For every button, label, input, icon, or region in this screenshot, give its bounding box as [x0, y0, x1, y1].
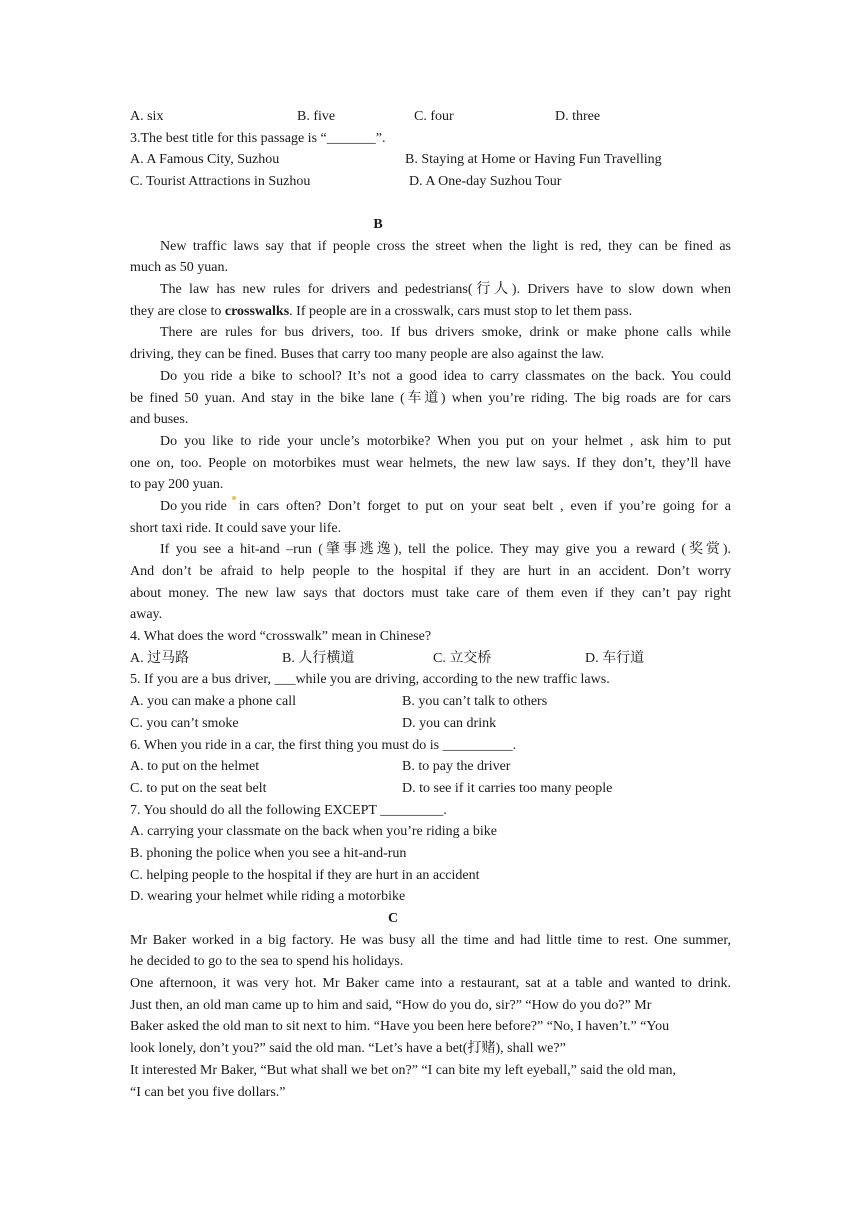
passage-line: The law has new rules for drivers and pedestrians(行人). Drivers have to slow down when [160, 282, 731, 298]
q4-option-b: B. 人行横道 [282, 650, 355, 666]
passage-line: one on, too. People on motorbikes must wear helmets, the new law says. If they don’t, they’ll have [130, 455, 731, 471]
passage-line: and buses. [130, 412, 189, 428]
q7-option-a: A. carrying your classmate on the back when you’re riding a bike [130, 824, 497, 840]
passage-line: driving, they can be fined. Buses that carry too many people are also against the law. [130, 347, 605, 363]
q6-options-row2 [130, 778, 731, 800]
q2-option-a: A. six [130, 109, 164, 124]
q6-options-row1 [130, 756, 731, 778]
q6-option-b: B. to pay the driver [402, 759, 511, 775]
passage-line: One afternoon, it was very hot. Mr Baker came into a restaurant, sat at a table and wanted to drink. [130, 976, 731, 992]
q4-option-a: A. 过马路 [130, 650, 190, 666]
q3-option-a: A. A Famous City, Suzhou [130, 152, 280, 168]
q6-stem: 6. When you ride in a car, the first thing you must do is __________. [130, 737, 517, 753]
part-c-heading: C [387, 911, 399, 926]
passage-line: Baker asked the old man to sit next to him. “Have you been here before?” “No, I haven’t.” “You [130, 1019, 670, 1035]
passage-line: Mr Baker worked in a big factory. He was busy all the time and had little time to rest. One summer, [130, 932, 731, 948]
q5-options-row1 [130, 691, 731, 713]
q7-stem: 7. You should do all the following EXCEPT _________. [130, 802, 447, 818]
passage-text: they are close to [130, 303, 225, 319]
q5-option-c: C. you can’t smoke [130, 715, 239, 731]
passage-line: Do you ride a bike to school? It’s not a good idea to carry classmates on the back. You could [160, 368, 731, 384]
q5-options-row2 [130, 713, 731, 735]
q7-option-c: C. helping people to the hospital if they are hurt in an accident [130, 867, 480, 883]
q7-option-b: B. phoning the police when you see a hit-and-run [130, 845, 407, 861]
passage-line: to pay 200 yuan. [130, 477, 224, 493]
passage-line: he decided to go to the sea to spend his holidays. [130, 954, 404, 970]
q5-option-a: A. you can make a phone call [130, 694, 296, 710]
q5-option-d: D. you can drink [402, 715, 497, 731]
passage-line: short taxi ride. It could save your life. [130, 520, 342, 536]
passage-line: “I can bet you five dollars.” [130, 1084, 286, 1100]
q5-option-b: B. you can’t talk to others [402, 694, 548, 710]
passage-line: There are rules for bus drivers, too. If bus drivers smoke, drink or make phone calls while [160, 325, 731, 341]
part-b-heading: B [373, 217, 383, 232]
passage-line: be fined 50 yuan. And stay in the bike lane (车道) when you’re riding. The big roads are for cars [130, 390, 731, 406]
passage-text: . If people are in a crosswalk, cars must stop to let them pass. [289, 303, 633, 319]
q6-option-a: A. to put on the helmet [130, 759, 260, 775]
passage-line [130, 301, 731, 323]
passage-line: much as 50 yuan. [130, 260, 228, 276]
q4-stem: 4. What does the word “crosswalk” mean in Chinese? [130, 629, 432, 645]
q3-options-row2 [130, 171, 731, 193]
passage-line: Just then, an old man came up to him and said, “How do you do, sir?” “How do you do?” Mr [130, 997, 652, 1013]
passage-text: Do you ride [160, 498, 227, 514]
q7-option-d: D. wearing your helmet while riding a motorbike [130, 889, 406, 905]
q3-option-c: C. Tourist Attractions in Suzhou [130, 174, 311, 190]
q4-option-c: C. 立交桥 [433, 650, 492, 666]
part-a-tail [130, 106, 731, 193]
q3-option-b: B. Staying at Home or Having Fun Travelling [405, 152, 662, 168]
passage-line: And don’t be afraid to help people to the hospital if they are hurt in an accident. Don’t worry [130, 564, 731, 579]
passage-line: New traffic laws say that if people cross the street when the light is red, they can be fined as [160, 238, 731, 254]
q3-option-d: D. A One-day Suzhou Tour [409, 174, 562, 190]
passage-line: about money. The new law says that doctors must take care of them even if they can’t pay right [130, 585, 731, 601]
q6-option-c: C. to put on the seat belt [130, 780, 267, 796]
passage-line: Do you like to ride your uncle’s motorbike? When you put on your helmet , ask him to put [160, 433, 731, 449]
passage-line: If you see a hit-and –run (肇事逃逸), tell the police. They may give you a reward (奖赏). [160, 542, 731, 558]
highlight-dot-mark [232, 496, 236, 500]
q3-options-row1 [130, 149, 731, 171]
passage-line: away. [130, 607, 163, 623]
q3-stem: 3.The best title for this passage is “_______”. [130, 130, 386, 146]
q4-option-d: D. 车行道 [585, 650, 645, 666]
passage-line [130, 496, 731, 518]
passage-line: look lonely, don’t you?” said the old man. “Let’s have a bet(打赌), shall we?” [130, 1041, 566, 1057]
q2-option-c: C. four [414, 109, 454, 124]
part-b [130, 214, 731, 1103]
q2-options [130, 106, 731, 128]
q4-options [130, 648, 731, 670]
q2-option-d: D. three [555, 109, 601, 124]
q6-option-d: D. to see if it carries too many people [402, 780, 613, 796]
q5-stem: 5. If you are a bus driver, ___while you are driving, according to the new traffic laws. [130, 672, 610, 688]
bold-term-crosswalks: crosswalks [224, 303, 290, 319]
passage-text: in cars often? Don’t forget to put on your seat belt , even if you’re going for a [238, 498, 731, 514]
passage-line: It interested Mr Baker, “But what shall we bet on?” “I can bite my left eyeball,” said the old man, [130, 1062, 677, 1078]
q2-option-b: B. five [297, 109, 336, 124]
